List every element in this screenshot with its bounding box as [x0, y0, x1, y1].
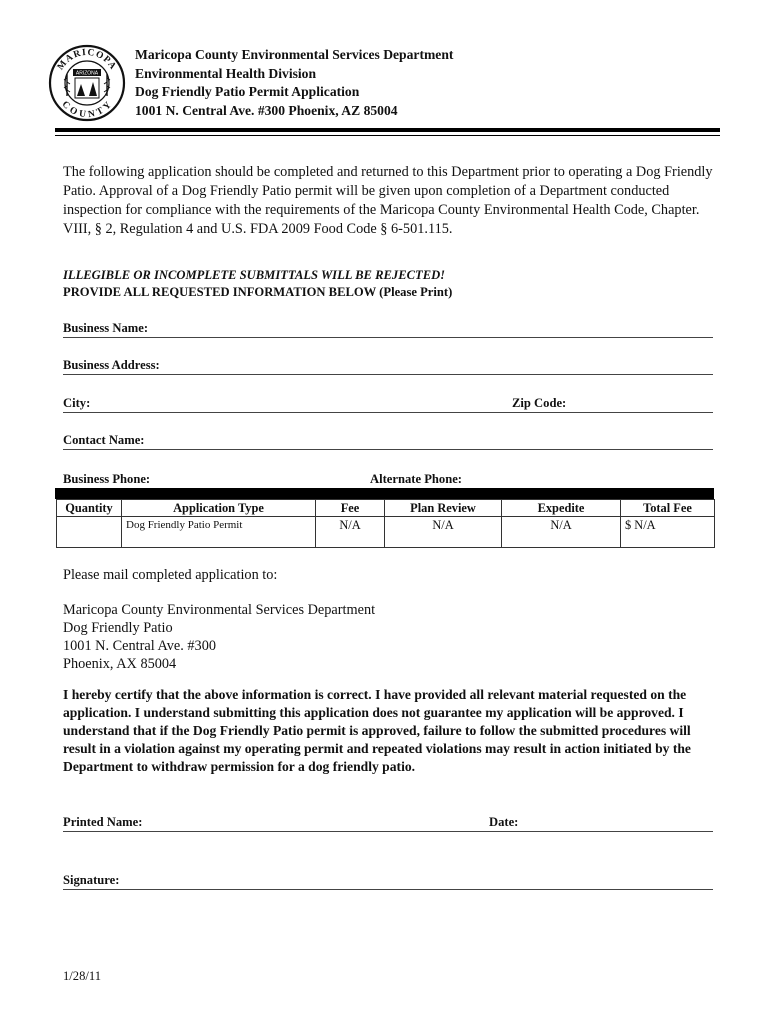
business-name-label: Business Name: — [63, 321, 149, 335]
seal-top-text: MARICOPA — [55, 47, 119, 73]
business-address-field[interactable] — [63, 358, 713, 375]
fee-cell: N/A — [316, 517, 385, 548]
city-label: City: — [63, 396, 91, 410]
expedite-cell: N/A — [502, 517, 621, 548]
seal-bottom-text: COUNTY — [59, 99, 115, 120]
header-rule-thin — [55, 135, 720, 136]
table-header-bar — [55, 488, 714, 499]
department-address: 1001 N. Central Ave. #300 Phoenix, AZ 85004 — [135, 102, 398, 118]
alternate-phone-label: Alternate Phone: — [370, 472, 462, 486]
fee-table-header-row — [57, 500, 715, 517]
col-total-fee: Total Fee — [621, 500, 715, 517]
rejection-warning: ILLEGIBLE OR INCOMPLETE SUBMITTALS WILL BE REJECTED! — [63, 268, 446, 282]
col-application-type: Application Type — [122, 500, 316, 517]
certification-statement: I hereby certify that the above information is correct. I have provided all relevant material requested on the application. I understand submitting this application does not guarantee my application will be approved. I understand that if the Dog Friendly Patio permit is approved, failure to follow the submitted procedures will result in a violation against my operating permit and repeated violations may result in action initiated by the Department to withdraw permission for a dog friendly patio. — [63, 687, 691, 774]
maricopa-county-seal — [48, 44, 126, 122]
business-phone-label: Business Phone: — [63, 472, 151, 486]
printed-name-label: Printed Name: — [63, 815, 143, 829]
header-rule-thick — [55, 128, 720, 132]
col-fee: Fee — [316, 500, 385, 517]
application-type-cell: Dog Friendly Patio Permit — [122, 517, 316, 548]
fee-table-row — [57, 517, 715, 548]
printed-name-date-field[interactable] — [63, 815, 713, 832]
date-label: Date: — [489, 815, 519, 829]
warning-block — [63, 267, 452, 301]
col-plan-review: Plan Review — [385, 500, 502, 517]
contact-name-field[interactable] — [63, 433, 713, 450]
total-fee-cell: $ N/A — [621, 517, 715, 548]
department-name: Maricopa County Environmental Services Department — [135, 47, 454, 62]
svg-text:COUNTY — [60, 99, 114, 120]
business-address-label: Business Address: — [63, 358, 160, 372]
print-instructions: PROVIDE ALL REQUESTED INFORMATION BELOW (Please Print) — [63, 285, 453, 299]
letterhead — [135, 46, 453, 120]
contact-name-label: Contact Name: — [63, 433, 145, 447]
fee-table — [56, 499, 715, 548]
svg-text:MARICOPA — [56, 48, 118, 72]
plan-review-cell: N/A — [385, 517, 502, 548]
city-zip-field[interactable] — [63, 396, 713, 413]
division-name: Environmental Health Division — [135, 65, 317, 81]
mail-line-3: 1001 N. Central Ave. #300 — [63, 638, 217, 654]
zip-code-label: Zip Code: — [512, 396, 567, 410]
business-name-field[interactable] — [63, 321, 713, 338]
phone-fields[interactable] — [63, 472, 713, 488]
revision-date: 1/28/11 — [63, 969, 102, 983]
quantity-cell[interactable] — [57, 517, 122, 548]
form-title: Dog Friendly Patio Permit Application — [135, 84, 360, 99]
mailing-instructions — [63, 566, 375, 673]
mail-line-1: Maricopa County Environmental Services Department — [63, 602, 376, 618]
mail-intro: Please mail completed application to: — [63, 567, 278, 583]
signature-field[interactable] — [63, 873, 713, 890]
signature-label: Signature: — [63, 873, 120, 887]
intro-paragraph: The following application should be completed and returned to this Department prior to operating a Dog Friendly Patio. Approval of a Dog Friendly Patio permit will be given upon completion of a Department conducted inspection for compliance with the requirements of the Maricopa County Environmental Health Code, Chapter. VIII, § 2, Regulation 4 and U.S. FDA 2009 Food Code § 6-501.115. — [63, 164, 713, 237]
mail-line-4: Phoenix, AX 85004 — [63, 656, 177, 672]
mail-line-2: Dog Friendly Patio — [63, 620, 173, 636]
col-expedite: Expedite — [502, 500, 621, 517]
col-quantity: Quantity — [57, 500, 122, 517]
seal-state-text: ARIZONA — [75, 70, 99, 77]
